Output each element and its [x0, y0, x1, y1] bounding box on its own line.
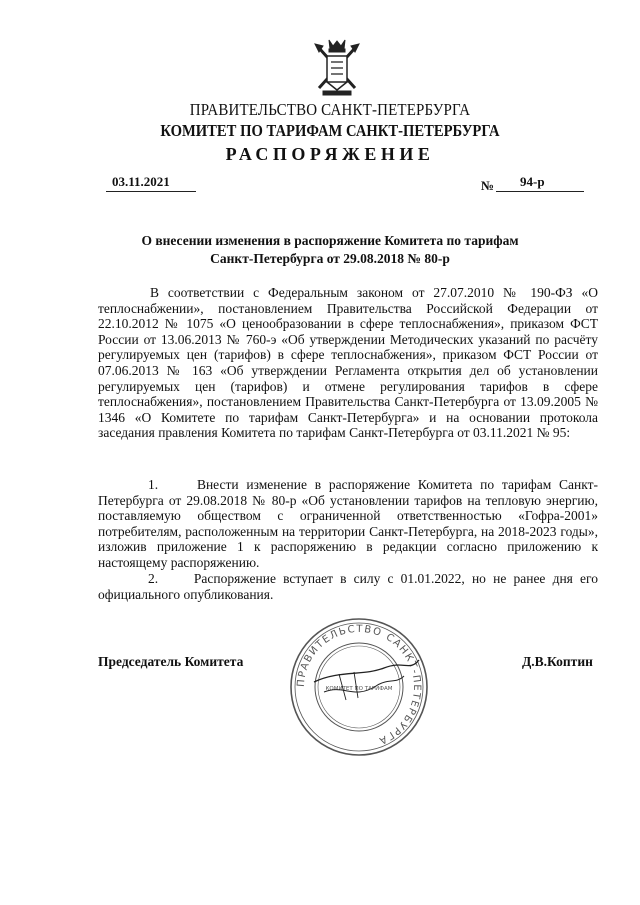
- government-heading: ПРАВИТЕЛЬСТВО САНКТ-ПЕТЕРБУРГА: [189, 100, 471, 119]
- document-date: 03.11.2021: [112, 174, 170, 189]
- coat-of-arms-icon: [309, 38, 365, 98]
- document-number: 94-р: [520, 174, 545, 189]
- number-sign: №: [481, 178, 495, 193]
- seal-ring-text: ПРАВИТЕЛЬСТВО САНКТ-ПЕТЕРБУРГА: [295, 623, 423, 747]
- seal-center-text: КОМИТЕТ ПО ТАРИФАМ: [325, 686, 393, 692]
- signatory-name: Д.В.Коптин: [522, 654, 593, 669]
- preamble-paragraph: В соответствии с Федеральным законом от 27.07.2010 № 190-ФЗ «О теплоснабжении», постановлением Правительства Российской Федерации от 22.10.2012 № 1075 «О ценообразовании в сфере теплоснабжения», приказом ФСТ России от 13.06.2013 № 760-э «Об утверждении Методических указаний по расчёту регулируемых цен (тарифов) в сфере теплоснабжения», приказом ФСТ России от 07.06.2013 № 163 «Об утверждении Регламента открытия дел об установлении регулируемых цен (тарифов) и отмене регулирования тарифов в сфере теплоснабжения», постановлением Правительства Санкт-Петербурга от 13.09.2005 № 1346 «О Комитете по тарифам Санкт-Петербурга» и на основании протокола заседания правления Комитета по тарифам Санкт-Петербурга от 03.11.2021 № 95:: [98, 285, 598, 441]
- clause-1-paragraph: 1. Внести изменение в распоряжение Комитета по тарифам Санкт-Петербурга от 29.08.2018 № 80-р «Об установлении тарифов на тепловую энергию, поставляемую обществом с ограниченной ответственностью «Гофра-2001» потребителям, расположенным на территории Санкт-Петербурга, на 2018-2023 годы», изложив приложение 1 к распоряжению в редакции согласно приложению к настоящему распоряжению.: [98, 477, 598, 570]
- signatory-role: Председатель Комитета: [98, 654, 244, 669]
- number-underline: [496, 191, 584, 192]
- committee-heading: КОМИТЕТ ПО ТАРИФАМ САНКТ-ПЕТЕРБУРГА: [160, 121, 500, 140]
- document-type-heading: РАСПОРЯЖЕНИЕ: [225, 144, 435, 164]
- clause-2-paragraph: 2. Распоряжение вступает в силу с 01.01.2022, но не ранее дня его официального опубликования.: [98, 571, 598, 602]
- date-underline: [106, 191, 196, 192]
- title-line-1: О внесении изменения в распоряжение Комитета по тарифам: [141, 233, 519, 248]
- official-seal-stamp: [284, 612, 434, 762]
- signature-stroke: [314, 660, 419, 682]
- title-line-2: Санкт-Петербурга от 29.08.2018 № 80-р: [210, 251, 450, 266]
- document-title: [120, 232, 540, 268]
